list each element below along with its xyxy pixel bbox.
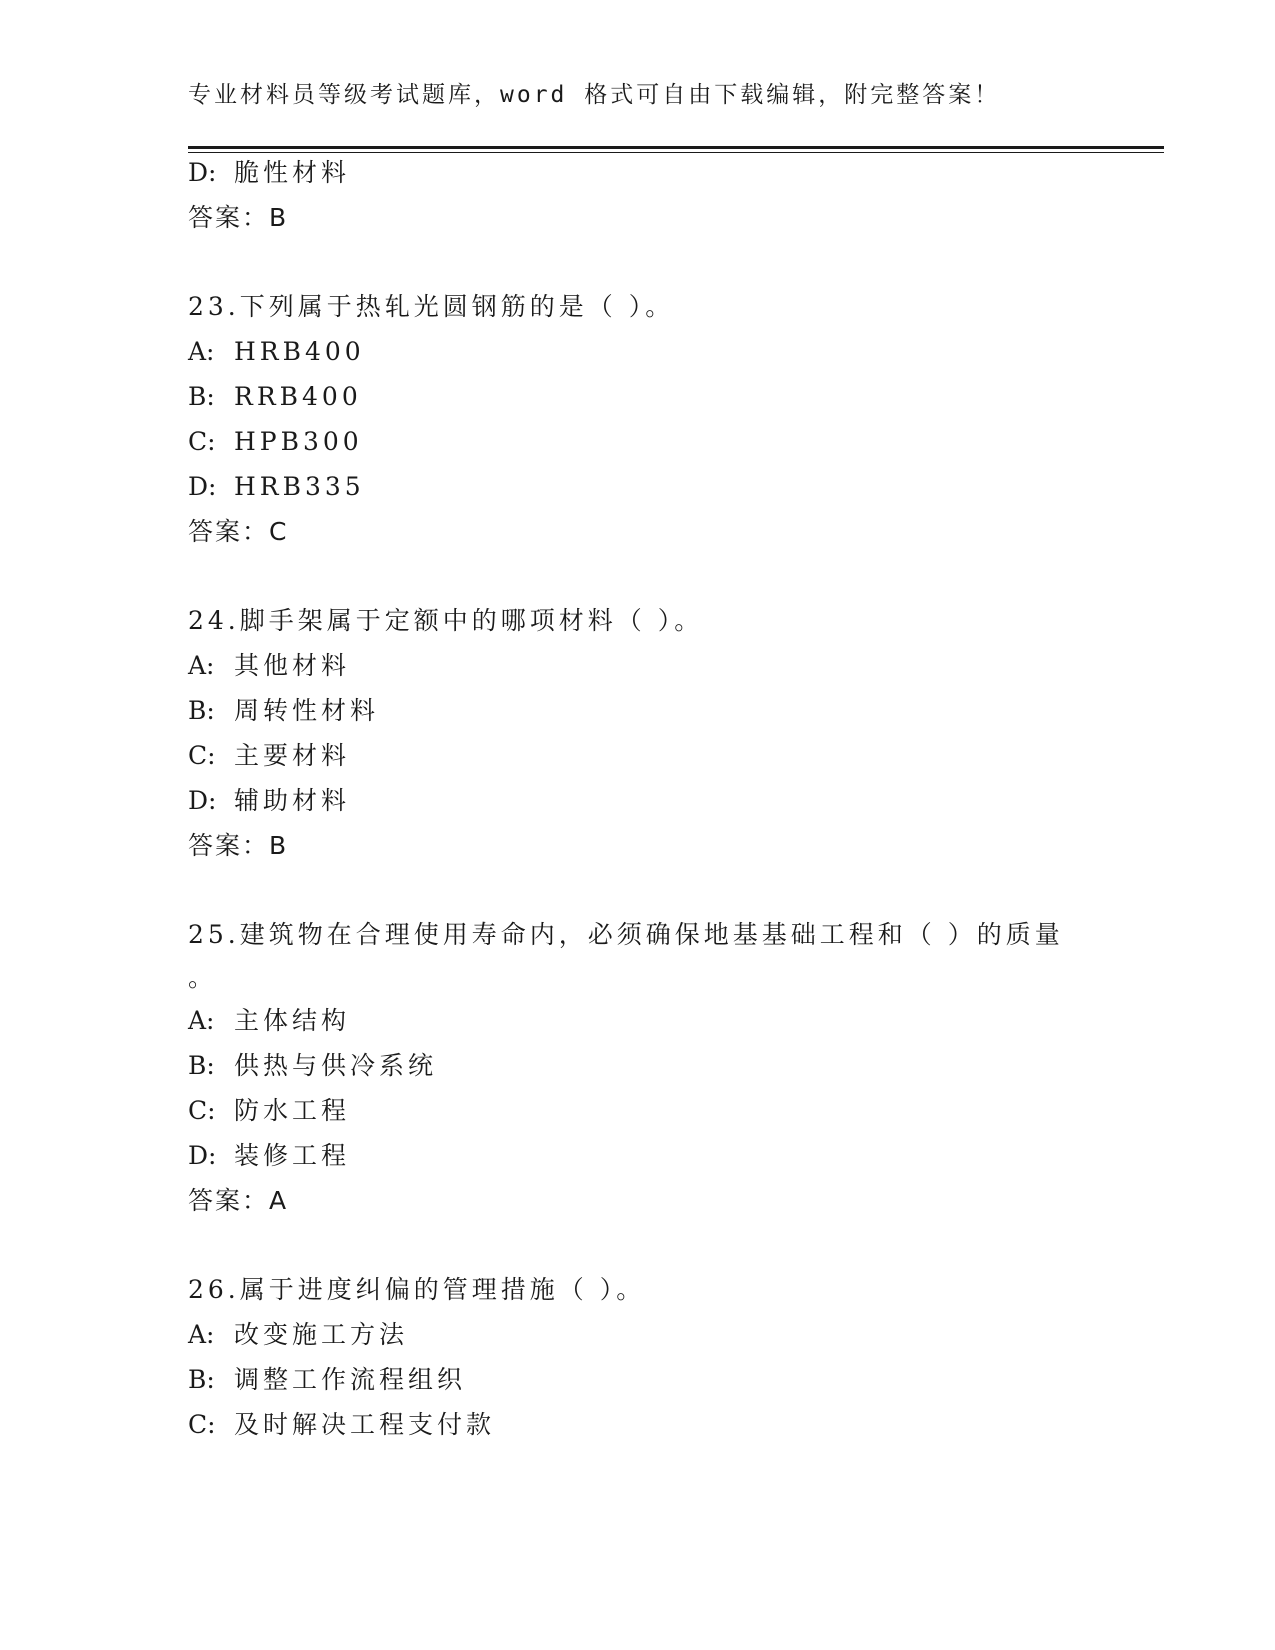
- option-text: HPB300: [234, 427, 363, 456]
- question-25-option-b: [188, 1051, 437, 1081]
- question-25-option-c: [188, 1096, 350, 1126]
- question-26-option-c: [188, 1410, 495, 1440]
- option-text: 装修工程: [234, 1141, 351, 1170]
- prev-answer: 答案：B: [188, 203, 289, 232]
- option-label: A:: [188, 337, 215, 366]
- option-text: 改变施工方法: [234, 1320, 409, 1349]
- question-23-option-d: [188, 472, 365, 502]
- option-text: 及时解决工程支付款: [234, 1410, 496, 1439]
- option-label: C:: [188, 1096, 216, 1125]
- option-label: B:: [188, 1051, 215, 1080]
- option-label: D:: [188, 472, 217, 501]
- question-24-title: 24.脚手架属于定额中的哪项材料（ ）。: [188, 606, 704, 635]
- page-header: 专业材料员等级考试题库，word 格式可自由下载编辑，附完整答案！: [188, 82, 1001, 108]
- option-label: A:: [188, 1006, 215, 1035]
- option-text: RRB400: [234, 382, 362, 411]
- question-26-option-b: [188, 1365, 466, 1395]
- question-26-option-a: [188, 1320, 408, 1350]
- option-label: D:: [188, 786, 217, 815]
- option-text: 脆性材料: [234, 158, 351, 187]
- option-label: D:: [188, 1141, 217, 1170]
- option-label: A:: [188, 1320, 215, 1349]
- option-text: 周转性材料: [234, 696, 380, 725]
- question-24-option-d: [188, 786, 350, 816]
- question-23-option-c: [188, 427, 363, 457]
- question-25-option-a: [188, 1006, 350, 1036]
- option-label: B:: [188, 696, 215, 725]
- question-23-answer: 答案：C: [188, 517, 289, 546]
- question-24-option-c: [188, 741, 350, 771]
- question-24-option-b: [188, 696, 379, 726]
- option-text: 防水工程: [234, 1096, 351, 1125]
- option-text: 其他材料: [234, 651, 351, 680]
- option-label: B:: [188, 1365, 215, 1394]
- question-23-option-a: [188, 337, 365, 367]
- question-25-title: 25.建筑物在合理使用寿命内，必须确保地基基础工程和（ ）的质量: [188, 920, 1064, 949]
- option-label: A:: [188, 651, 215, 680]
- option-label: D:: [188, 158, 217, 187]
- option-text: 调整工作流程组织: [234, 1365, 467, 1394]
- option-text: 辅助材料: [234, 786, 351, 815]
- prev-option-d: [188, 158, 350, 188]
- option-label: C:: [188, 1410, 216, 1439]
- question-24-option-a: [188, 651, 350, 681]
- option-label: B:: [188, 382, 215, 411]
- option-text: 主要材料: [234, 741, 351, 770]
- header-rule-thick: [188, 146, 1164, 149]
- question-26-title: 26.属于进度纠偏的管理措施（ ）。: [188, 1275, 646, 1304]
- option-text: 供热与供冷系统: [234, 1051, 438, 1080]
- header-rule-thin: [188, 152, 1164, 153]
- option-text: HRB335: [234, 472, 365, 501]
- question-24-answer: 答案：B: [188, 831, 289, 860]
- question-25-title-cont: 。: [188, 963, 218, 992]
- option-text: HRB400: [234, 337, 365, 366]
- question-25-option-d: [188, 1141, 350, 1171]
- question-23-option-b: [188, 382, 362, 412]
- question-25-answer: 答案：A: [188, 1186, 289, 1215]
- option-label: C:: [188, 741, 216, 770]
- question-23-title: 23.下列属于热轧光圆钢筋的是（ ）。: [188, 292, 675, 321]
- option-label: C:: [188, 427, 216, 456]
- option-text: 主体结构: [234, 1006, 351, 1035]
